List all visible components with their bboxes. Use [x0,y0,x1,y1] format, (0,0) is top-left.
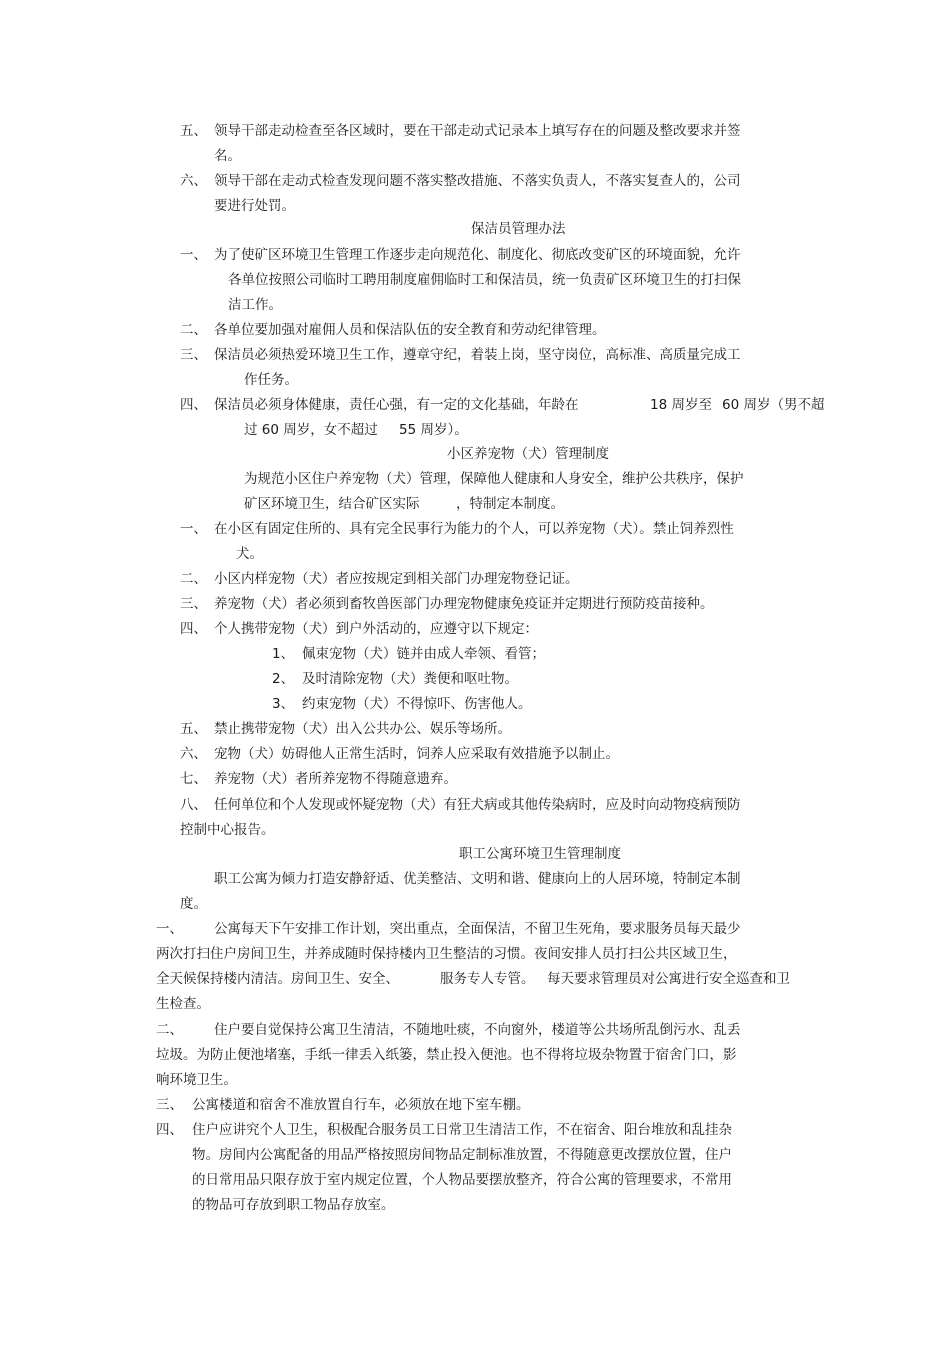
subitem-text: 及时清除宠物（犬）粪便和呕吐物。 [302,671,518,687]
intro-text: 职工公寓为倾力打造安静舒适、优美整洁、文明和谐、健康向上的人居环境，特制定本制 [214,871,741,887]
item-text: 个人携带宠物（犬）到户外活动的，应遵守以下规定： [214,621,538,637]
item-text: 过 60 周岁，女不超过 [244,422,378,438]
intro-text: 为规范小区住户养宠物（犬）管理，保障他人健康和人身安全，维护公共秩序，保护 [244,471,744,487]
item-number: 一、 [156,921,183,937]
item-number: 二、 [156,1022,183,1038]
section-title: 小区养宠物（犬）管理制度 [447,446,609,462]
item-text: 60 周岁（男不超 [722,397,825,413]
item-number: 七、 [180,771,207,787]
item-number: 六、 [180,746,207,762]
item-number: 五、 [180,721,207,737]
subitem-number: 3、 [272,696,295,712]
item-number: 六、 [180,173,207,189]
item-number: 五、 [180,123,207,139]
item-text: 物。房间内公寓配备的用品严格按照房间物品定制标准放置，不得随意更改摆放位置，住户 [192,1147,732,1163]
item-text: 每天要求管理员对公寓进行安全巡查和卫 [547,971,790,987]
item-number: 三、 [180,596,207,612]
item-text: 公寓每天下午安排工作计划，突出重点，全面保洁，不留卫生死角，要求服务员每天最少 [214,921,741,937]
item-number: 二、 [180,571,207,587]
intro-text: ，特制定本制度。 [456,496,564,512]
item-text: 宠物（犬）妨碍他人正常生活时，饲养人应采取有效措施予以制止。 [214,746,619,762]
item-text: 响环境卫生。 [156,1072,237,1088]
item-text: 住户应讲究个人卫生，积极配合服务员工日常卫生清洁工作，不在宿舍、阳台堆放和乱挂杂 [192,1122,732,1138]
item-text: 住户要自觉保持公寓卫生清洁，不随地吐痰，不向窗外，楼道等公共场所乱倒污水、乱丢 [214,1022,741,1038]
item-number: 一、 [180,521,207,537]
item-text: 各单位要加强对雇佣人员和保洁队伍的安全教育和劳动纪律管理。 [214,322,606,338]
intro-text: 度。 [180,896,207,912]
item-text: 名。 [214,148,241,164]
item-text: 55 周岁）。 [399,422,468,438]
item-number: 一、 [180,247,207,263]
item-text: 领导干部走动检查至各区域时，要在干部走动式记录本上填写存在的问题及整改要求并签 [214,123,741,139]
item-text: 为了使矿区环境卫生管理工作逐步走向规范化、制度化、彻底改变矿区的环境面貌，允许 [214,247,741,263]
intro-text: 矿区环境卫生，结合矿区实际 [244,496,420,512]
item-text: 在小区有固定住所的、具有完全民事行为能力的个人，可以养宠物（犬）。禁止饲养烈性 [214,521,734,537]
item-number: 三、 [156,1097,183,1113]
item-number: 二、 [180,322,207,338]
item-number: 三、 [180,347,207,363]
item-text: 洁工作。 [228,297,282,313]
item-text: 禁止携带宠物（犬）出入公共办公、娱乐等场所。 [214,721,511,737]
subitem-text: 佩束宠物（犬）链并由成人牵领、看管； [302,646,545,662]
item-number: 四、 [180,621,207,637]
item-text: 各单位按照公司临时工聘用制度雇佣临时工和保洁员，统一负责矿区环境卫生的打扫保 [228,272,741,288]
item-number: 四、 [156,1122,183,1138]
item-text: 领导干部在走动式检查发现问题不落实整改措施、不落实负责人，不落实复查人的，公司 [214,173,741,189]
item-text: 的日常用品只限存放于室内规定位置，个人物品要摆放整齐，符合公寓的管理要求，不常用 [192,1172,732,1188]
item-text: 服务专人专管。 [440,971,535,987]
item-text: 全天候保持楼内清洁。房间卫生、安全、 [156,971,399,987]
subitem-text: 约束宠物（犬）不得惊吓、伤害他人。 [302,696,532,712]
section-title: 职工公寓环境卫生管理制度 [459,846,621,862]
item-text: 控制中心报告。 [180,822,275,838]
item-text: 任何单位和个人发现或怀疑宠物（犬）有狂犬病或其他传染病时，应及时向动物疫病预防 [214,797,741,813]
item-text: 要进行处罚。 [214,198,295,214]
subitem-number: 2、 [272,671,295,687]
item-number: 八、 [180,797,207,813]
item-text: 小区内样宠物（犬）者应按规定到相关部门办理宠物登记证。 [214,571,579,587]
item-text: 作任务。 [244,372,298,388]
item-text: 犬。 [236,546,263,562]
item-text: 的物品可存放到职工物品存放室。 [192,1197,395,1213]
item-text: 生检查。 [156,996,210,1012]
item-text: 养宠物（犬）者所养宠物不得随意遗弃。 [214,771,457,787]
item-number: 四、 [180,397,207,413]
item-text: 两次打扫住户房间卫生，并养成随时保持楼内卫生整洁的习惯。夜间安排人员打扫公共区域卫生， [156,946,737,962]
section-title: 保洁员管理办法 [471,221,566,237]
item-text: 保洁员必须热爱环境卫生工作，遵章守纪，着装上岗，坚守岗位，高标准、高质量完成工 [214,347,741,363]
item-text: 垃圾。为防止便池堵塞，手纸一律丢入纸篓，禁止投入便池。也不得将垃圾杂物置于宿舍门口，影 [156,1047,737,1063]
item-text: 公寓楼道和宿舍不准放置自行车，必须放在地下室车棚。 [192,1097,530,1113]
subitem-number: 1、 [272,646,295,662]
item-text: 养宠物（犬）者必须到畜牧兽医部门办理宠物健康免疫证并定期进行预防疫苗接种。 [214,596,714,612]
item-text: 保洁员必须身体健康，责任心强，有一定的文化基础，年龄在 [214,397,579,413]
item-text: 18 周岁至 [650,397,712,413]
